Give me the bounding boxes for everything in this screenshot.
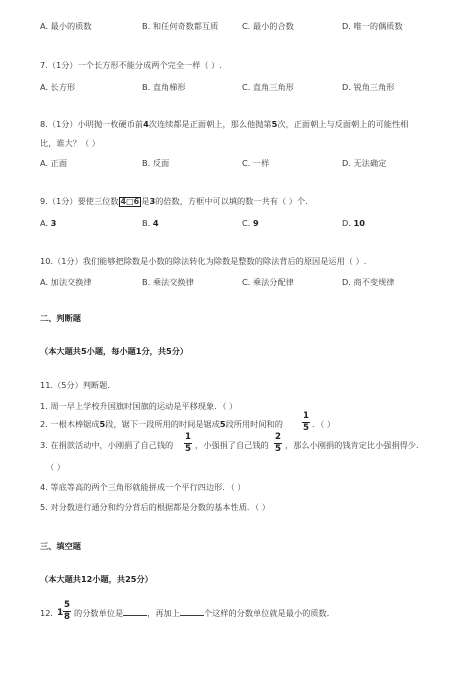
q11-item3-fraction-1: 1 5 [185,432,191,454]
q9-three-digit-number: 4□6 [120,197,140,206]
q11-item-2: 2. 一根木棒锯成5段，锯下一段所用的时间是锯成5段所用时间和的 [40,419,283,429]
q10-option-a: A. 加法交换律 [40,277,92,287]
q11-stem: 11.（5分）判断题． [40,380,116,390]
q10-option-b: B. 乘法交换律 [142,277,194,287]
q6-option-a: A. 最小的质数 [40,21,92,31]
q9-number-3: 3 [149,196,156,206]
q9-option-b: B. 4 [142,218,159,228]
q7-option-d: D. 锐角三角形 [342,82,395,92]
q8-option-b: B. 反面 [142,158,170,168]
section-note-judgment: （本大题共5小题，每小题1分，共5分） [40,346,189,356]
q7-stem: 7.（1分）一个长方形不能分成两个完全一样（ ）. [40,60,222,70]
q11-item-4: 4. 等底等高的两个三角形就能拼成一个平行四边形．（ ） [40,482,246,492]
q8-option-c: C. 一样 [242,158,270,168]
q11-item-1: 1. 周一早上学校升国旗时国旗的运动是平移现象．（ ） [40,401,238,411]
q11-item-3-part2: ，小强捐了自己钱的 [195,440,269,450]
q10-stem: 10.（1分）我们能够把除数是小数的除法转化为除数是整数的除法背后的原因是运用（ ）. [40,256,367,266]
section-note-fill-blank: （本大题共12小题，共25分） [40,574,153,584]
q12-mixed-whole: 1 [57,608,64,618]
q11-item-3-part3: ，那么小刚捐的钱肯定比小强捐得少． [285,440,425,450]
q9-option-d: D. 10 [342,218,365,228]
q6-option-d: D. 唯一的偶质数 [342,21,403,31]
q8-stem-line2: 比，谁大？（ ） [40,138,100,148]
q11-item-3-paren: （ ） [46,462,65,472]
q12-blank-1[interactable] [123,615,147,616]
q8-number-5: 5 [271,119,278,129]
q9-stem: 9.（1分）要使三位数 4□6 是3的倍数，方框中可以填的数一共有（ ）个. [40,196,308,206]
q7-option-a: A. 长方形 [40,82,76,92]
q11-item2-fraction: 1 5 [303,411,309,433]
q7-option-b: B. 直角梯形 [142,82,186,92]
q10-option-c: C. 乘法分配律 [242,277,294,287]
q8-number-4: 4 [143,119,149,129]
q11-item-5: 5. 对分数进行通分和约分背后的根据都是分数的基本性质．（ ） [40,502,270,512]
q12-mixed-fraction: 5 8 [64,600,70,622]
q9-option-c: C. 9 [242,218,259,228]
q6-option-c: C. 最小的合数 [242,21,294,31]
q12-blank-2[interactable] [180,615,204,616]
q12-number: 12. [40,608,54,618]
q11-item3-fraction-2: 2 5 [275,432,281,454]
q9-option-a: A. 3 [40,218,57,228]
q10-option-d: D. 商不变规律 [342,277,395,287]
q11-item-3-part1: 3. 在捐款活动中，小刚捐了自己钱的 [40,440,174,450]
q8-stem: 8.（1分）小明抛一枚硬币前4次连续都是正面朝上，那么他抛第5次，正面朝上与反面朝上的可能性相 [40,119,409,129]
q6-option-b: B. 和任何奇数都互质 [142,21,219,31]
q8-option-d: D. 无法确定 [342,158,387,168]
section-title-fill-blank: 三、填空题 [40,541,81,551]
section-title-judgment: 二、判断题 [40,313,81,323]
q8-option-a: A. 正面 [40,158,68,168]
q7-option-c: C. 直角三角形 [242,82,294,92]
q12-text: 的分数单位是 ，再加上 个这样的分数单位就是最小的质数． [74,608,335,618]
q11-item2-paren: ．（ ） [312,419,336,429]
